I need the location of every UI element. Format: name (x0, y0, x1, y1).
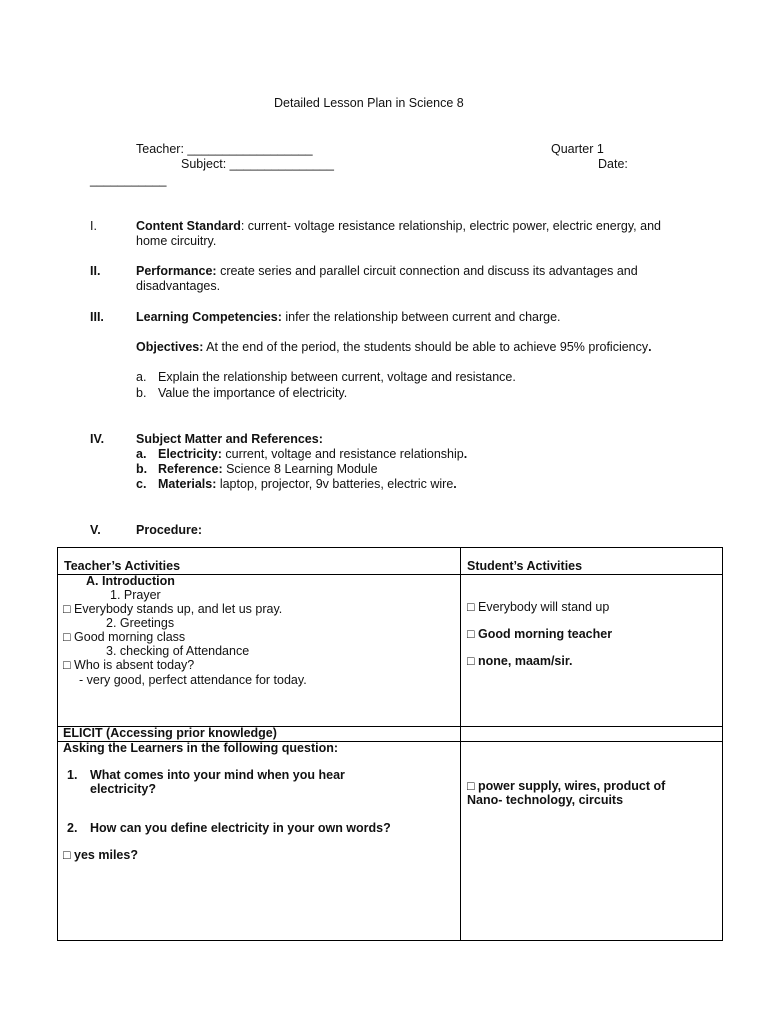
yes-miles-line: □ yes miles? (63, 848, 138, 862)
objective-item (136, 386, 347, 401)
objective-text: Explain the relationship between current, voltage and resistance. (158, 370, 516, 384)
elicit-heading: ELICIT (Accessing prior knowledge) (63, 726, 277, 740)
objective-letter: a. (136, 370, 147, 384)
section-label: Learning Competencies: (136, 310, 282, 324)
subject-letter: a. (136, 447, 147, 461)
objectives-text: At the end of the period, the students should be able to achieve 95% proficiency (203, 340, 649, 354)
attendance-step: 3. checking of Attendance (106, 644, 250, 658)
date-blank: ___________ (90, 173, 167, 187)
section-label: Subject Matter and References: (136, 432, 323, 446)
subject-item (136, 462, 378, 477)
section-number: III. (90, 310, 104, 324)
student-activities-header: Student’s Activities (467, 559, 583, 573)
objectives-period: . (648, 340, 652, 354)
document-title: Detailed Lesson Plan in Science 8 (274, 96, 464, 110)
objectives (136, 340, 656, 355)
student-answer-line-2: Nano- technology, circuits (467, 793, 624, 807)
student-stand: □ Everybody will stand up (467, 600, 610, 614)
subject-label: Materials: (158, 477, 217, 491)
objective-letter: b. (136, 386, 147, 400)
objective-item (136, 370, 516, 385)
section-text (136, 219, 666, 249)
subject-text: Science 8 Learning Module (222, 462, 378, 476)
subject-item (136, 477, 457, 492)
subject-field: Subject: _______________ (181, 157, 334, 171)
section-label: Performance: (136, 264, 217, 278)
section-number: I. (90, 219, 97, 233)
question-1-line-2: electricity? (90, 782, 157, 796)
objectives-label: Objectives: (136, 340, 204, 354)
subject-text: laptop, projector, 9v batteries, electric wire (216, 477, 454, 491)
subject-label: Electricity: (158, 447, 222, 461)
question-number: 2. (67, 821, 78, 835)
introduction-heading: A. Introduction (86, 574, 175, 588)
objective-text: Value the importance of electricity. (158, 386, 348, 400)
question-number: 1. (67, 768, 78, 782)
section-text (136, 310, 666, 325)
teacher-activities-header: Teacher’s Activities (64, 559, 181, 573)
subject-label: Reference: (158, 462, 223, 476)
section-body: infer the relationship between current and charge. (281, 310, 561, 324)
section-body: : current- voltage resistance relationship, electric power, electric energy, and home circuitry. (136, 219, 661, 248)
elicit-asking: Asking the Learners in the following question: (63, 741, 339, 755)
student-none: □ none, maam/sir. (467, 654, 573, 668)
subject-item (136, 447, 467, 462)
question-1-line-1: What comes into your mind when you hear (90, 768, 345, 782)
section-number: V. (90, 523, 101, 537)
section-number: IV. (90, 432, 105, 446)
good-morning-line: □ Good morning class (63, 630, 186, 644)
student-morning: □ Good morning teacher (467, 627, 613, 641)
section-text (136, 264, 666, 294)
subject-end: . (453, 477, 457, 491)
section-number: II. (90, 264, 101, 278)
column-divider (460, 547, 461, 941)
pray-instruction: □ Everybody stands up, and let us pray. (63, 602, 283, 616)
student-answer-line-1: □ power supply, wires, product of (467, 779, 666, 793)
absent-question: □ Who is absent today? (63, 658, 195, 672)
subject-letter: c. (136, 477, 147, 491)
section-label: Procedure: (136, 523, 202, 537)
subject-text: current, voltage and resistance relationship (221, 447, 464, 461)
date-label: Date: (598, 157, 628, 171)
teacher-field: Teacher: __________________ (136, 142, 313, 156)
section-body: create series and parallel circuit connection and discuss its advantages and disadvantages. (136, 264, 638, 293)
subject-end: . (463, 447, 468, 461)
subject-letter: b. (136, 462, 148, 476)
quarter-label: Quarter 1 (551, 142, 604, 156)
very-good-line: - very good, perfect attendance for today. (79, 673, 307, 687)
prayer-step: 1. Prayer (110, 588, 161, 602)
greetings-step: 2. Greetings (106, 616, 175, 630)
section-label: Content Standard (136, 219, 241, 233)
question-2: How can you define electricity in your own words? (90, 821, 391, 835)
